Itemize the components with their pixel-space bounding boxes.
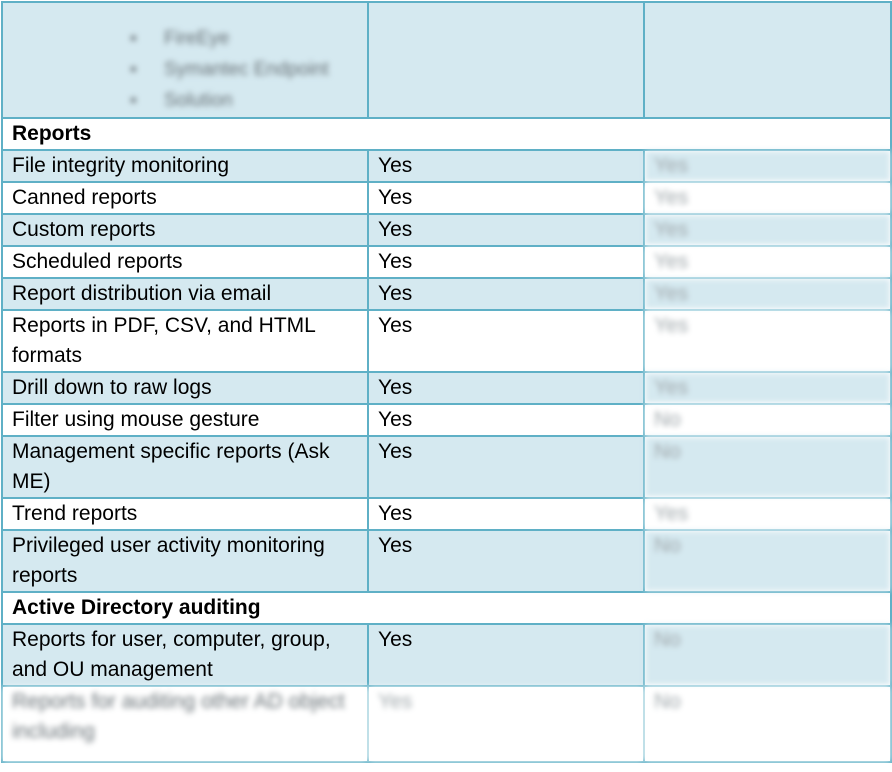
list-item: ▪ Symantec Endpoint [152,54,359,85]
table-row [2,498,891,530]
table-row [2,530,891,592]
table-cell [644,2,891,118]
value-cell: Yes [644,278,891,310]
value-cell: No [644,530,891,592]
value-cell: Yes [368,498,644,530]
feature-cell: Report distribution via email [2,278,368,310]
table-cell [368,2,644,118]
value-cell: Yes [368,686,644,762]
feature-cell: Management specific reports (Ask ME) [2,436,368,498]
table-row [2,182,891,214]
value-cell: Yes [368,278,644,310]
value-cell: Yes [368,404,644,436]
list-item: ▪ FireEye [152,23,359,54]
value-cell: No [644,686,891,762]
feature-cell: Scheduled reports [2,246,368,278]
feature-cell: Drill down to raw logs [2,372,368,404]
value-cell: Yes [368,372,644,404]
bullet-list [12,3,359,116]
section-header-row [2,118,891,150]
value-cell: Yes [644,310,891,372]
feature-cell: Privileged user activity monitoring reports [2,530,368,592]
section-header-row [2,592,891,624]
feature-cell: Reports for auditing other AD object including [2,686,368,762]
value-cell: Yes [644,498,891,530]
section-title-reports: Reports [2,118,891,150]
feature-cell: Reports for user, computer, group, and OU management [2,624,368,686]
list-item: ▪ Solution [152,85,359,116]
value-cell: Yes [644,372,891,404]
value-cell: Yes [644,182,891,214]
feature-cell: Trend reports [2,498,368,530]
table-row [2,214,891,246]
value-cell: Yes [368,310,644,372]
table-row [2,686,891,762]
value-cell: No [644,404,891,436]
value-cell: Yes [368,150,644,182]
value-cell: Yes [368,214,644,246]
feature-cell: Reports in PDF, CSV, and HTML formats [2,310,368,372]
feature-cell: Filter using mouse gesture [2,404,368,436]
value-cell: Yes [368,436,644,498]
table-row [2,310,891,372]
feature-cell: Custom reports [2,214,368,246]
table-row [2,246,891,278]
value-cell: Yes [644,214,891,246]
feature-cell: Canned reports [2,182,368,214]
value-cell: No [644,624,891,686]
value-cell: Yes [644,246,891,278]
table-row [2,372,891,404]
value-cell: Yes [368,246,644,278]
table-row [2,624,891,686]
table-row [2,2,891,118]
table-row [2,404,891,436]
value-cell: Yes [368,182,644,214]
section-title-active-directory: Active Directory auditing [2,592,891,624]
table-row [2,278,891,310]
comparison-table [1,1,892,763]
table-row [2,436,891,498]
value-cell: Yes [644,150,891,182]
value-cell: Yes [368,624,644,686]
table-row [2,150,891,182]
table-cell [2,2,368,118]
value-cell: Yes [368,530,644,592]
value-cell: No [644,436,891,498]
feature-cell: File integrity monitoring [2,150,368,182]
